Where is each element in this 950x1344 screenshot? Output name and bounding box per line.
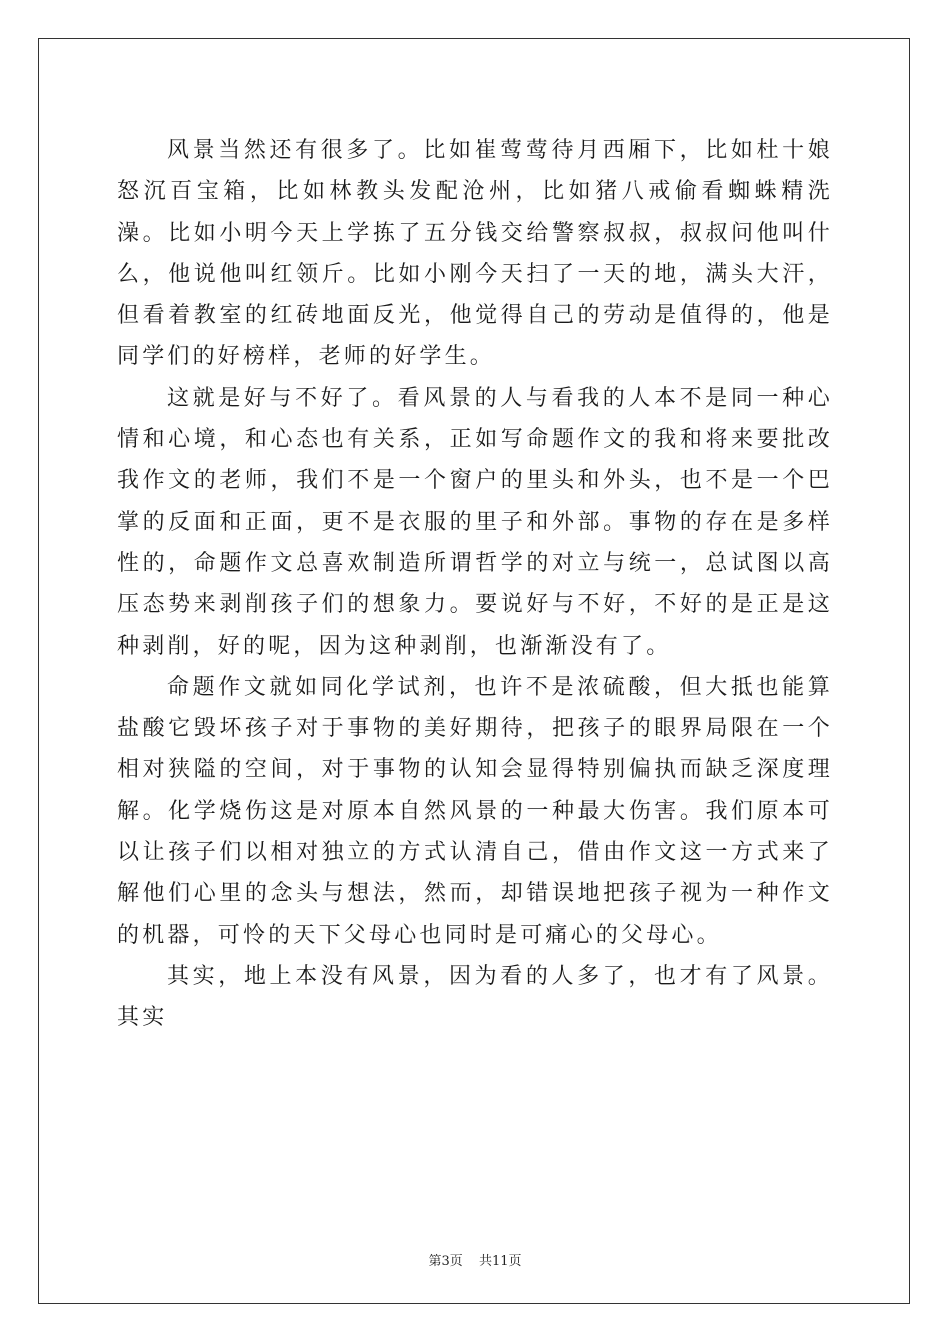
paragraph-4: 其实，地上本没有风景，因为看的人多了，也才有了风景。其实 xyxy=(117,963,833,1031)
paragraph-3: 命题作文就如同化学试剂，也许不是浓硫酸，但大抵也能算盐酸它毁坏孩子对于事物的美好期待，把孩子的眼界局限在一个相对狭隘的空间，对于事物的认知会显得特别偏执而缺乏深度理解。化学烧伤这是对原本自然风景的一种最大伤害。我们原本可以让孩子们以相对独立的方式认清自己，借由作文这一方式来了解他们心里的念头与想法，然而，却错误地把孩子视为一种作文的机器，可怜的天下父母心也同时是可痛心的父母心。 xyxy=(117,674,833,948)
document-body xyxy=(117,130,833,1039)
page-total: 共11页 xyxy=(478,1254,522,1269)
page-number: 第3页 xyxy=(428,1254,463,1269)
page-footer xyxy=(0,1250,950,1269)
paragraph-2: 这就是好与不好了。看风景的人与看我的人本不是同一种心情和心境，和心态也有关系，正如写命题作文的我和将来要批改我作文的老师，我们不是一个窗户的里头和外头，也不是一个巴掌的反面和正面，更不是衣服的里子和外部。事物的存在是多样性的，命题作文总喜欢制造所谓哲学的对立与统一，总试图以高压态势来剥削孩子们的想象力。要说好与不好，不好的是正是这种剥削，好的呢，因为这种剥削，也渐渐没有了。 xyxy=(117,385,833,659)
paragraph-1: 风景当然还有很多了。比如崔莺莺待月西厢下，比如杜十娘怒沉百宝箱，比如林教头发配沧州，比如猪八戒偷看蜘蛛精洗澡。比如小明今天上学拣了五分钱交给警察叔叔，叔叔问他叫什么，他说他叫红领斤。比如小刚今天扫了一天的地，满头大汗，但看着教室的红砖地面反光，他觉得自己的劳动是值得的，他是同学们的好榜样，老师的好学生。 xyxy=(117,138,833,370)
